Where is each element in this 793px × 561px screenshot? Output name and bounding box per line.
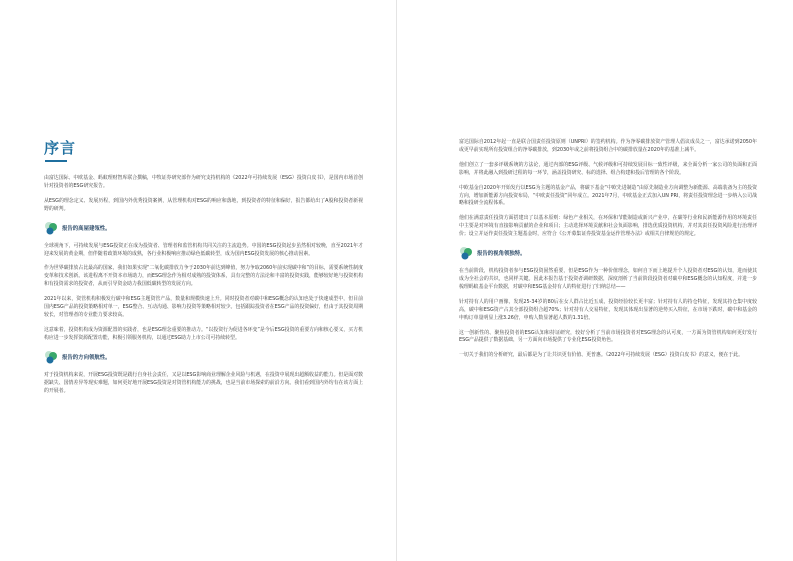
left-page xyxy=(0,0,396,561)
section-heading-label: 报告的高屋建瓴性。 xyxy=(62,225,111,232)
paragraph: 从ESG的理念定义、发展历程，到国内外优秀投资案例，从管理机构对ESG的响应和落地，到投资者的特征和偏好，报告都给出了A股和投资者新视野的研判。 xyxy=(44,197,363,212)
paragraph: 全球视角下，可持续发展与ESG投资正在成为投资者、管理者和监管机构共同关注的主流趋势。中国的ESG投资起步虽然相对较晚，直至2021年才迎来发展的黄金期，但伴随着政策环境的成熟，各行业积极响应推动绿色低碳转型，成为国内ESG投资发展的核心推动因素。 xyxy=(44,242,363,257)
paragraph: 2021年以来，资管机构积极发行碳中和ESG主题资管产品，数量和规模快速上升。同时投资者对碳中和ESG概念的认知也处于快速成型中，但目前国内ESG产品的投资策略相对单一，ESG整合、互动沟通、影响力投资等策略相对较少。包括跟踪投资者在ESG产品的投资偏好，但由于其投资周期较长，对管理者的专业能力要求较高。 xyxy=(44,296,363,318)
title-underline xyxy=(45,160,67,162)
paragraph: 中欧基金自2020年开始发行以ESG为主题的基金产品，将碳下基金“中欧先进制造”由原先制造业方向调整为新能源、高端装备为主的投资方向，增加新能源方向投资布局，“中欧责任投资”同年成立。2021年7月，中欧基金正式加入UN PRI，将责任投资理念进一步纳入公司战略和投研全流程体系。 xyxy=(459,184,757,207)
paragraph: 对于投资机构来说，开展ESG投资既是践行自身社会责任，又是以ESG影响商业理解企业风险与机遇，在投资中展现出超额收益的能力。但是面对数据缺失、国情差异等现实难题，如何更好地开展ESG投资是对资管机构能力的挑战，也是当前市场探索的前沿方向。我们看到国内外均有在该方面上的开展者。 xyxy=(44,371,363,394)
section-heading xyxy=(44,350,363,364)
paragraph: 针对持有人的用户画像，发现25-34岁的80后在女人群占比近五成，投资经验较长更丰富；针对持有人的持仓特征，发现其持仓集中度较高，碳中和ESG资产占其全部投资组合超70%；针对持有人交易特征，发现其体现出显著的逆势买入特征，在市场下跌时，碳中和基金的申购订单量明显上涨3.26倍，申购人数显著超人数的1.31倍。 xyxy=(459,298,757,321)
section-heading-label: 报告的视角领独特。 xyxy=(477,251,526,258)
paragraph: 一切关于我们的分析研究，最后都是为了让共识更有价值、更普惠。《2022年可持续发展（ESG）投资白皮书》的意义，便在于此。 xyxy=(459,352,744,359)
section-heading xyxy=(44,221,363,235)
paragraph: 这一创新性的、聚焦投资者的ESG认知和持证研究，较好分析了当前市场投资者对ESG理念的认可度，一方面为资管机构如何更好发行ESG产品提供了数据基础，另一方面向市场提供了专业化ESG投资角色。 xyxy=(459,329,757,344)
leaf-icon xyxy=(459,246,473,260)
paragraph: 他们创立了一套多评级系统的方法论，通过内部的ESG评级、气候评级和可持续发展目标一致性评级，来全面分析一家公司的负面和正面影响，并将此融入到投研过程的每一环节，涵盖投资研究、标的选择、组合构建和投后管理的各个阶段。 xyxy=(459,161,757,176)
leaf-icon xyxy=(44,350,58,364)
paragraph: 作为世界碳排放占比最高的国家，我们如果实现“二氧化碳排放力争于2030年前达到峰值，努力争取2060年前实现碳中和”的目标，需要系统性制度变革和技术创新。该进程离不开资本市场助力，而ESG理念作为相对成熟的投资体系，具有完整的方法论和丰富的投资实践，能够较好地与投资机构和有投资需求的投资者，从而引导资金助力我国低碳转型的发展方向。 xyxy=(44,265,363,288)
paragraph: 由富达国际、中欧基金、蚂蚁理财智库联合撰稿，中牧证券研究部作为研究支持机构的《2022年可持续发展（ESG）投资白皮书》，是国内市场首创针对投资者的ESG研究报告。 xyxy=(44,175,363,189)
section-heading xyxy=(459,246,757,260)
leaf-icon xyxy=(44,221,58,235)
right-page xyxy=(397,0,793,561)
paragraph: 在当前阶段，机构投资者参与ESG投资固然重要，但是ESG作为一种价值理念，如何自下而上地提升个人投资者对ESG的认知，进而使其成为全社会的共识，也同样关键。因此本报告基于投资者调研数据，深度剖析了当前阶段投资者对碳中和ESG概念的认知程度，并进一步梳理蚂蚁基金平台数据，对碳中和ESG基金持有人的特征进行了归纳总结—— xyxy=(459,268,757,290)
paragraph: 他们在满意责任投资方面搭建出了以基本原则：绿色产业相关，在环保和节能制造或新兴产业中，在碳等行业和民新能源作用的环境责任中主要是对环境有直接影响贡献的企业和项目；主动选择环境贡献和社会负面影响，排选优质投资机构，并对其责任投资风险进行治理评价；设立并运作责任投资主题基金时，应符合《公开募集证券投资基金运作管理办法》或相关自律规范的规定。 xyxy=(459,215,757,238)
page-title: 序言 xyxy=(44,139,77,157)
paragraph: 这意味着，投资机构成为资源配置的实践者，也是ESG理念重要的推动力。“以投资行为促进各环变”是今后ESG投资的重要方向和核心要义，买方机构应进一步发挥资源配置功能，积极引领服务机构，以通过ESG助力上市公司可持续转型。 xyxy=(44,326,363,341)
section-heading-label: 报告的方向领航性。 xyxy=(62,354,111,361)
paragraph: 富达国际自2012年起一直是联合国责任投资原则（UNPRI）的签约机构。作为净零碳排放资产管理人倡议成员之一，富达承诺到2050年或更早前实现所有投资组合的净零碳排放，到2030年或之前将投资组合中的碳排放量在2020年的基准上减半。 xyxy=(459,139,757,153)
